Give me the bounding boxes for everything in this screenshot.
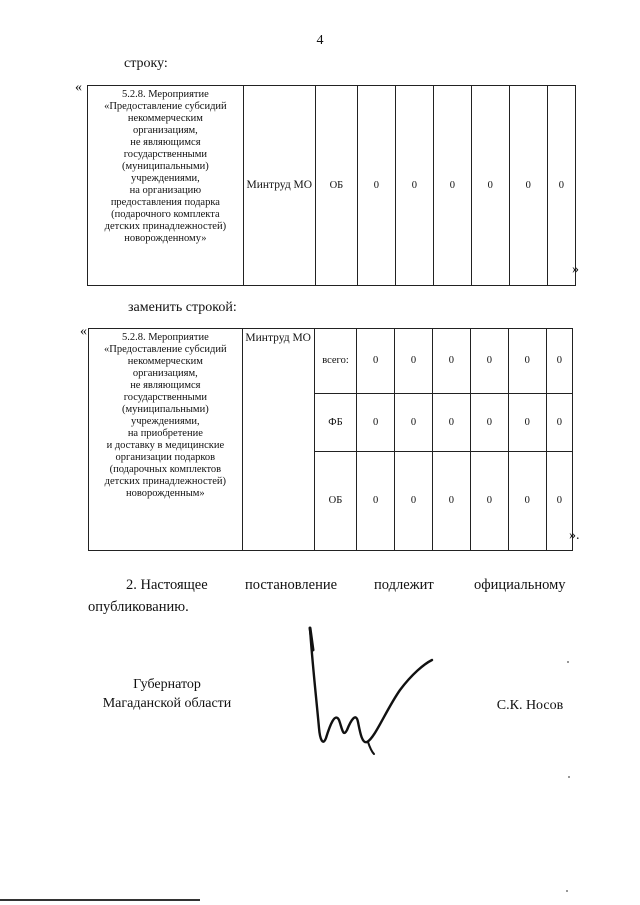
table2-value: 0 bbox=[432, 329, 470, 394]
table2-source: ФБ bbox=[314, 394, 356, 452]
signer-title-line-2: Магаданской области bbox=[102, 696, 232, 711]
table1-value: 0 bbox=[509, 86, 547, 286]
table2-value: 0 bbox=[470, 452, 508, 551]
table2-value: 0 bbox=[470, 394, 508, 452]
table1-source: ОБ bbox=[315, 86, 357, 286]
description-line: (подарочных комплектов bbox=[109, 464, 222, 475]
table-row bbox=[89, 329, 573, 394]
page-number: 4 bbox=[316, 33, 324, 48]
intro-label: строку: bbox=[124, 56, 168, 71]
scan-speck bbox=[567, 661, 569, 663]
table2-value: 0 bbox=[357, 394, 395, 452]
description-line: (муниципальными) bbox=[121, 404, 209, 415]
scan-speck bbox=[568, 776, 570, 778]
description-line: некоммерческим bbox=[127, 356, 203, 367]
paragraph-line-2: опубликованию. bbox=[88, 599, 189, 615]
description-line: (муниципальными) bbox=[122, 161, 209, 172]
description-line: новорожденным» bbox=[125, 488, 205, 499]
description-line: детских принадлежностей) bbox=[104, 476, 227, 487]
description-line: не являющимся bbox=[130, 137, 201, 148]
table2-source: всего: bbox=[314, 329, 356, 394]
description-line: 5.2.8. Мероприятие bbox=[121, 332, 209, 343]
table1-value: 0 bbox=[395, 86, 433, 286]
paragraph-word: официальному bbox=[474, 577, 566, 593]
table-original-row bbox=[87, 85, 576, 286]
description-line: на организацию bbox=[129, 185, 202, 196]
description-line: новорожденному» bbox=[124, 233, 207, 244]
description-line: организациям, bbox=[132, 368, 198, 379]
table-row bbox=[88, 86, 576, 286]
description-line: 5.2.8. Мероприятие bbox=[121, 89, 209, 100]
description-line: организации подарков bbox=[115, 452, 216, 463]
table2-value: 0 bbox=[470, 329, 508, 394]
signer-title-line-1: Губернатор bbox=[133, 677, 201, 692]
table2-value: 0 bbox=[357, 329, 395, 394]
table2-value: 0 bbox=[395, 452, 433, 551]
table2-value: 0 bbox=[546, 394, 572, 452]
table2-value: 0 bbox=[432, 452, 470, 551]
description-line: «Предоставление субсидий bbox=[104, 344, 227, 355]
paragraph-word: 2. Настоящее bbox=[126, 577, 208, 593]
table1-value: 0 bbox=[433, 86, 471, 286]
table-replacement-row bbox=[88, 328, 573, 551]
table2-value: 0 bbox=[508, 452, 546, 551]
table1-value: 0 bbox=[547, 86, 575, 286]
table2-value: 0 bbox=[546, 329, 572, 394]
table1-value: 0 bbox=[471, 86, 509, 286]
description-line: государственными bbox=[123, 149, 208, 160]
scan-edge-line bbox=[0, 899, 200, 901]
table1-description bbox=[88, 89, 243, 245]
description-line: (подарочного комплекта bbox=[111, 209, 220, 220]
description-line: детских принадлежностей) bbox=[104, 221, 227, 232]
table2-value: 0 bbox=[546, 452, 572, 551]
description-line: не являющимся bbox=[130, 380, 201, 391]
description-line: учреждениями, bbox=[131, 173, 200, 184]
description-line: на приобретение bbox=[127, 428, 203, 439]
table2-org: Минтруд МО bbox=[242, 329, 314, 551]
open-quote-2: « bbox=[80, 324, 87, 339]
table1-org: Минтруд МО bbox=[243, 86, 315, 286]
description-line: и доставку в медицинские bbox=[106, 440, 225, 451]
paragraph-word: подлежит bbox=[374, 577, 434, 593]
table2-description bbox=[89, 332, 242, 500]
open-quote-1: « bbox=[75, 80, 82, 95]
table2-value: 0 bbox=[508, 329, 546, 394]
description-line: государственными bbox=[123, 392, 207, 403]
paragraph-word: постановление bbox=[245, 577, 338, 593]
scan-speck bbox=[566, 890, 568, 892]
table1-value: 0 bbox=[357, 86, 395, 286]
description-line: организациям, bbox=[132, 125, 198, 136]
replace-label: заменить строкой: bbox=[128, 300, 237, 315]
table1-description-cell bbox=[88, 86, 244, 286]
table2-value: 0 bbox=[432, 394, 470, 452]
table2-value: 0 bbox=[357, 452, 395, 551]
description-line: учреждениями, bbox=[131, 416, 200, 427]
close-quote-1: » bbox=[572, 262, 579, 277]
description-line: «Предоставление субсидий bbox=[104, 101, 227, 112]
table2-value: 0 bbox=[508, 394, 546, 452]
table2-value: 0 bbox=[395, 329, 433, 394]
handwritten-signature bbox=[290, 620, 460, 770]
table2-description-cell bbox=[89, 329, 243, 551]
table2-source: ОБ bbox=[314, 452, 356, 551]
signer-name: С.К. Носов bbox=[496, 698, 564, 713]
close-quote-2: ». bbox=[569, 528, 580, 543]
table2-value: 0 bbox=[395, 394, 433, 452]
description-line: некоммерческим bbox=[127, 113, 203, 124]
description-line: предоставления подарка bbox=[110, 197, 220, 208]
